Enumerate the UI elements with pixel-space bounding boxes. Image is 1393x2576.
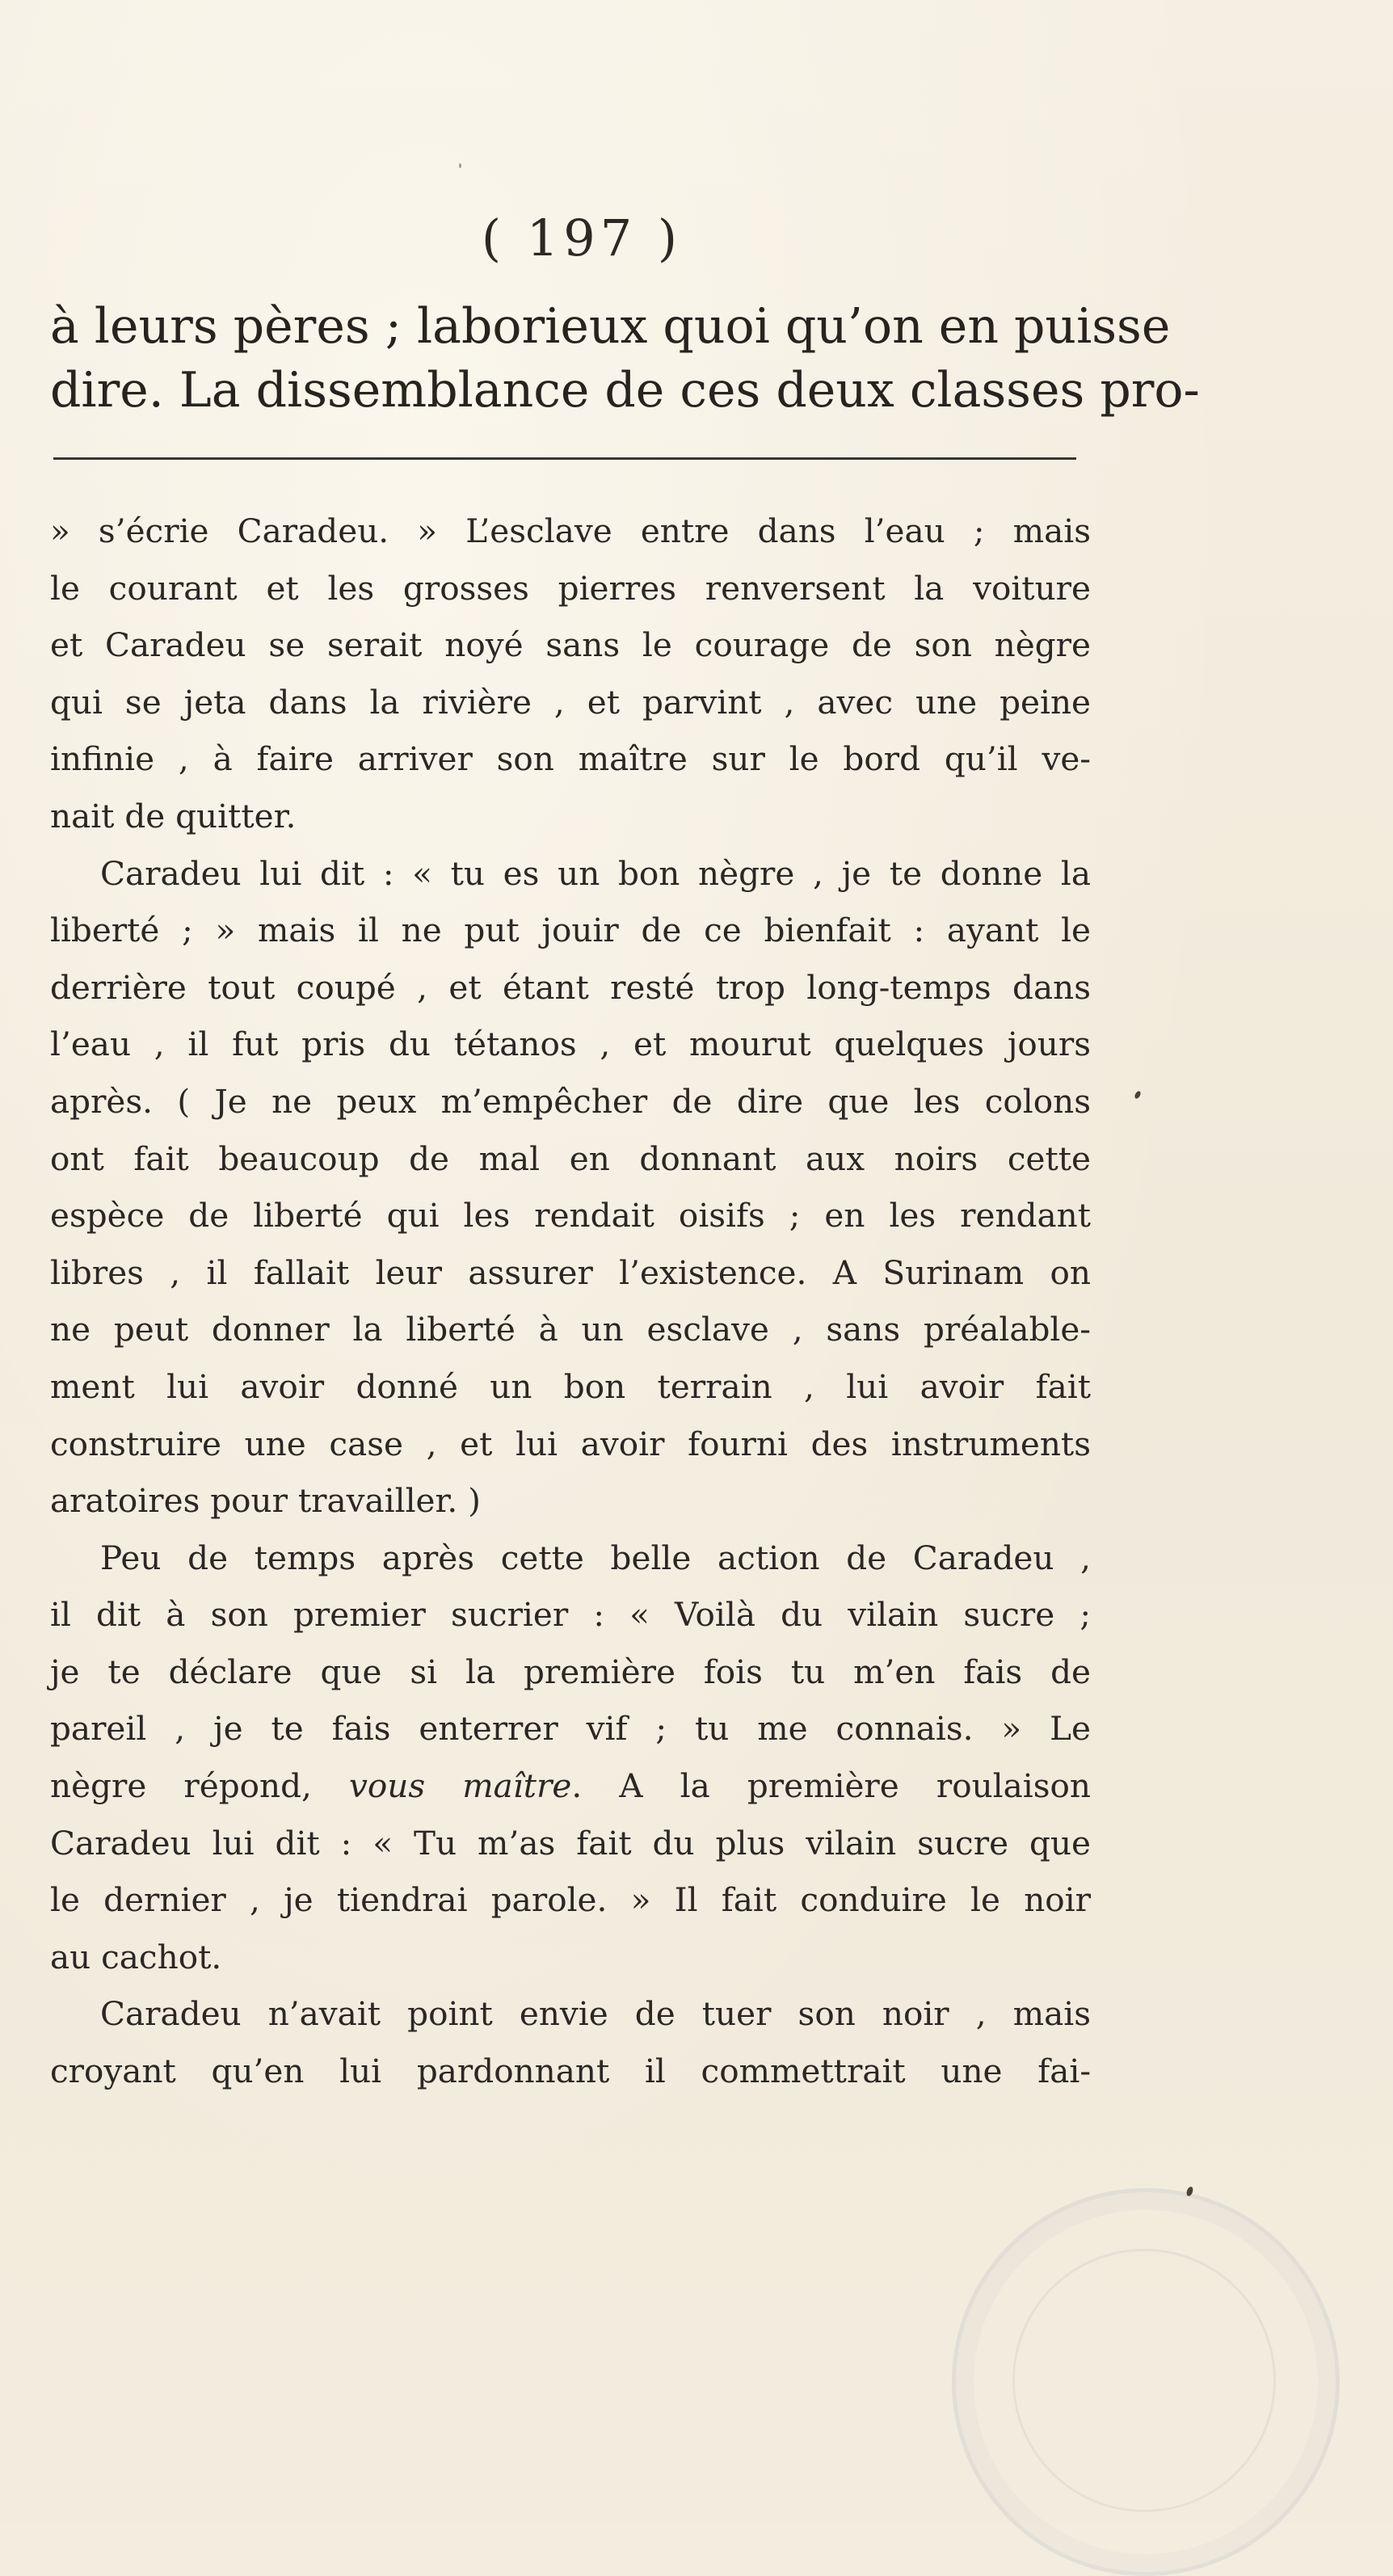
footnote-line: Caradeu n’avait point envie de tuer son noir , mais xyxy=(100,1994,1091,2034)
footnote-line: nait de quitter. xyxy=(50,796,297,836)
page-number: ( 197 ) xyxy=(481,208,683,267)
italic-phrase: vous maître xyxy=(349,1766,572,1806)
footnote-line: je te déclare que si la première fois tu m’en fais de xyxy=(50,1652,1091,1691)
footnote-line: nègre répond, vous maître. A la première roulaison xyxy=(50,1766,1091,1806)
footnote-line: le courant et les grosses pierres renversent la voiture xyxy=(50,568,1091,608)
footnote-line: et Caradeu se serait noyé sans le courage de son nègre xyxy=(50,625,1091,665)
footnote xyxy=(50,503,1091,2100)
ink-speck xyxy=(1134,1090,1142,1100)
footnote-line: Caradeu lui dit : « tu es un bon nègre , je te donne la xyxy=(100,853,1091,893)
footnote-line: ne peut donner la liberté à un esclave , sans préalable- xyxy=(50,1310,1091,1349)
main-text-line: à leurs pères ; laborieux quoi qu’on en puisse xyxy=(50,298,1171,355)
footnote-line: infinie , à faire arriver son maître sur le bord qu’il ve- xyxy=(50,739,1091,779)
footnote-line: l’eau , il fut pris du tétanos , et mourut quelques jours xyxy=(50,1025,1091,1064)
footnote-line: il dit à son premier sucrier : « Voilà du vilain sucre ; xyxy=(50,1595,1091,1635)
main-text xyxy=(50,295,1200,423)
footnote-line: croyant qu’en lui pardonnant il commettrait une fai- xyxy=(50,2052,1091,2091)
main-text-line: dire. La dissemblance de ces deux classes pro- xyxy=(50,362,1200,419)
footnote-line: aratoires pour travailler. ) xyxy=(50,1481,481,1521)
ink-speck xyxy=(459,163,461,168)
footnote-line: construire une case , et lui avoir fourni des instruments xyxy=(50,1424,1091,1463)
footnote-line: espèce de liberté qui les rendait oisifs ; en les rendant xyxy=(50,1196,1091,1235)
footnote-line: Peu de temps après cette belle action de Caradeu , xyxy=(100,1538,1091,1577)
footnote-line: le dernier , je tiendrai parole. » Il fait conduire le noir xyxy=(50,1880,1091,1920)
footnote-line: après. ( Je ne peux m’empêcher de dire que les colons xyxy=(50,1081,1091,1121)
footnote-line: au cachot. xyxy=(50,1937,222,1976)
footnote-line: Caradeu lui dit : « Tu m’as fait du plus vilain sucre que xyxy=(50,1823,1091,1863)
footnote-line: ment lui avoir donné un bon terrain , lui avoir fait xyxy=(50,1366,1091,1406)
library-stamp-inner-ring xyxy=(1012,2249,1276,2512)
footnote-divider xyxy=(53,457,1076,460)
footnote-line: pareil , je te fais enterrer vif ; tu me connais. » Le xyxy=(50,1709,1091,1749)
library-stamp xyxy=(952,2188,1340,2576)
footnote-line: liberté ; » mais il ne put jouir de ce bienfait : ayant le xyxy=(50,911,1091,950)
footnote-line: » s’écrie Caradeu. » L’esclave entre dans l’eau ; mais xyxy=(50,511,1091,550)
footnote-line: ont fait beaucoup de mal en donnant aux noirs cette xyxy=(50,1139,1091,1178)
footnote-line: derrière tout coupé , et étant resté trop long-temps dans xyxy=(50,967,1091,1007)
footnote-line: libres , il fallait leur assurer l’existence. A Surinam on xyxy=(50,1252,1091,1292)
footnote-line: qui se jeta dans la rivière , et parvint , avec une peine xyxy=(50,682,1091,722)
